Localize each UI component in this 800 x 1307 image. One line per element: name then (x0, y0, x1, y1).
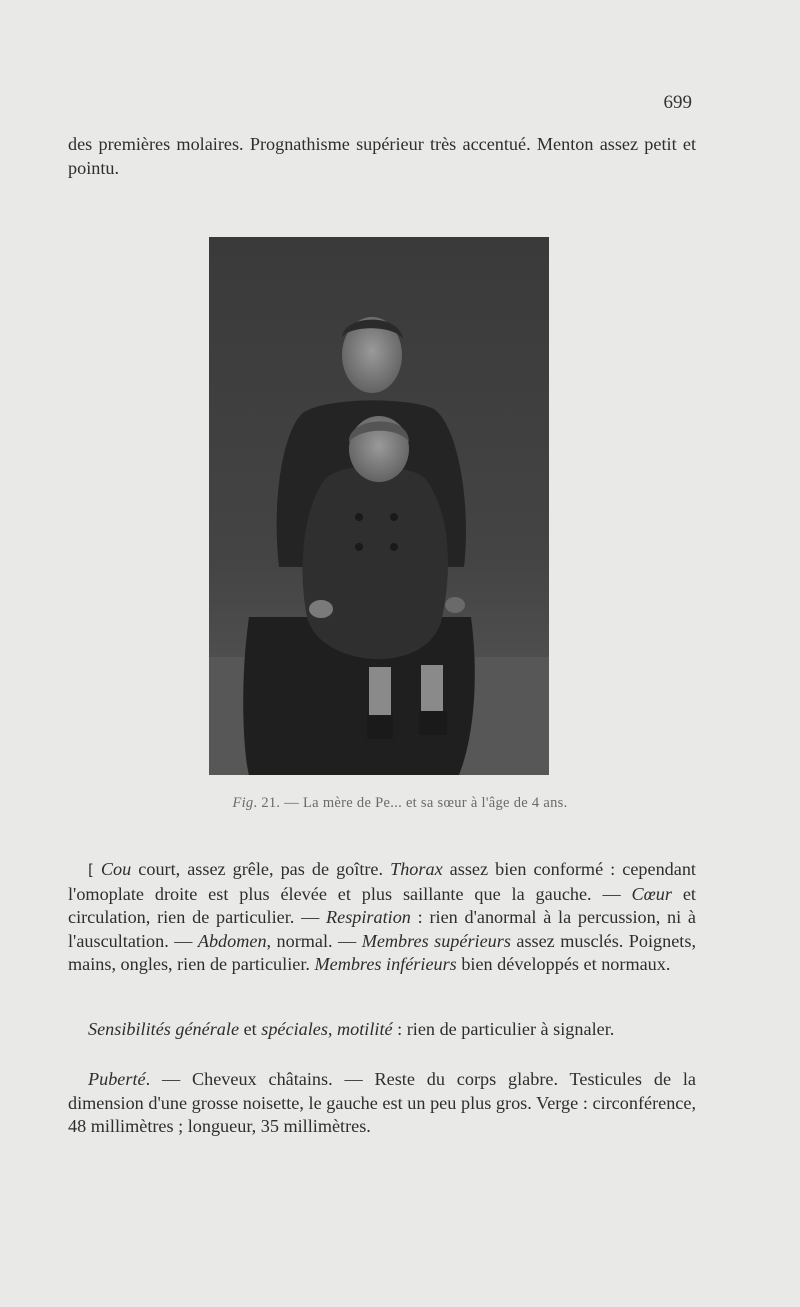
figure-caption (150, 795, 650, 812)
figure-caption-text: — La mère de Pe... et sa sœur à l'âge de 4 ans. (280, 795, 568, 811)
sensibilites-label: Sensibilités générale (88, 1019, 240, 1039)
abdomen-text: , normal. — (266, 930, 362, 951)
page-number: 699 (663, 92, 692, 113)
membres-inferieurs-label: Membres inférieurs (314, 954, 457, 974)
puberte-text: . — Cheveux châtains. — Reste du corps glabre. Testicules de la dimension d'une grosse noisette, le gauche est un peu plus gros. Verge : circonférence, 48 millimètres ; longueur, 35 millimètres. (68, 1069, 696, 1136)
cou-text: court, assez grêle, pas de goître. (131, 859, 391, 879)
membres-inferieurs-text: bien développés et normaux. (456, 954, 671, 974)
margin-bracket: [ (88, 861, 94, 879)
respiration-text: : rien d'anormal à la percussion, ni à l'auscultation. — (68, 907, 696, 951)
coeur-label: Cœur (631, 883, 672, 904)
paragraph-puberte (68, 1068, 696, 1139)
thorax-label: Thorax (390, 859, 443, 879)
figure-label: Fig (232, 795, 254, 811)
abdomen-label: Abdomen (197, 930, 267, 951)
sensibilites-and: et (239, 1019, 262, 1039)
cou-label: Cou (100, 859, 132, 879)
coeur-text: et circulation, rien de particulier. — (68, 883, 696, 927)
sensibilites-text: : rien de particulier à signaler. (392, 1019, 615, 1039)
photograph-illustration (209, 237, 549, 775)
figure-number: . 21. (253, 795, 281, 811)
puberte-label: Puberté (88, 1069, 146, 1089)
paragraph-sensibilites (68, 1018, 696, 1042)
photograph (209, 237, 549, 775)
speciales-label: spéciales, motilité (261, 1019, 393, 1039)
membres-superieurs-label: Membres supérieurs (361, 930, 511, 951)
respiration-label: Respiration (326, 907, 411, 927)
paragraph-top: des premières molaires. Prognathisme supérieur très accentué. Menton assez petit et pointu. (68, 134, 696, 178)
membres-superieurs-text: assez musclés. Poignets, mains, ongles, rien de particulier. (68, 930, 696, 974)
thorax-text: assez bien conformé : cependant l'omoplate droite est plus élevée et plus saillante que la gauche. — (68, 859, 696, 904)
paragraph-cou (68, 858, 696, 977)
